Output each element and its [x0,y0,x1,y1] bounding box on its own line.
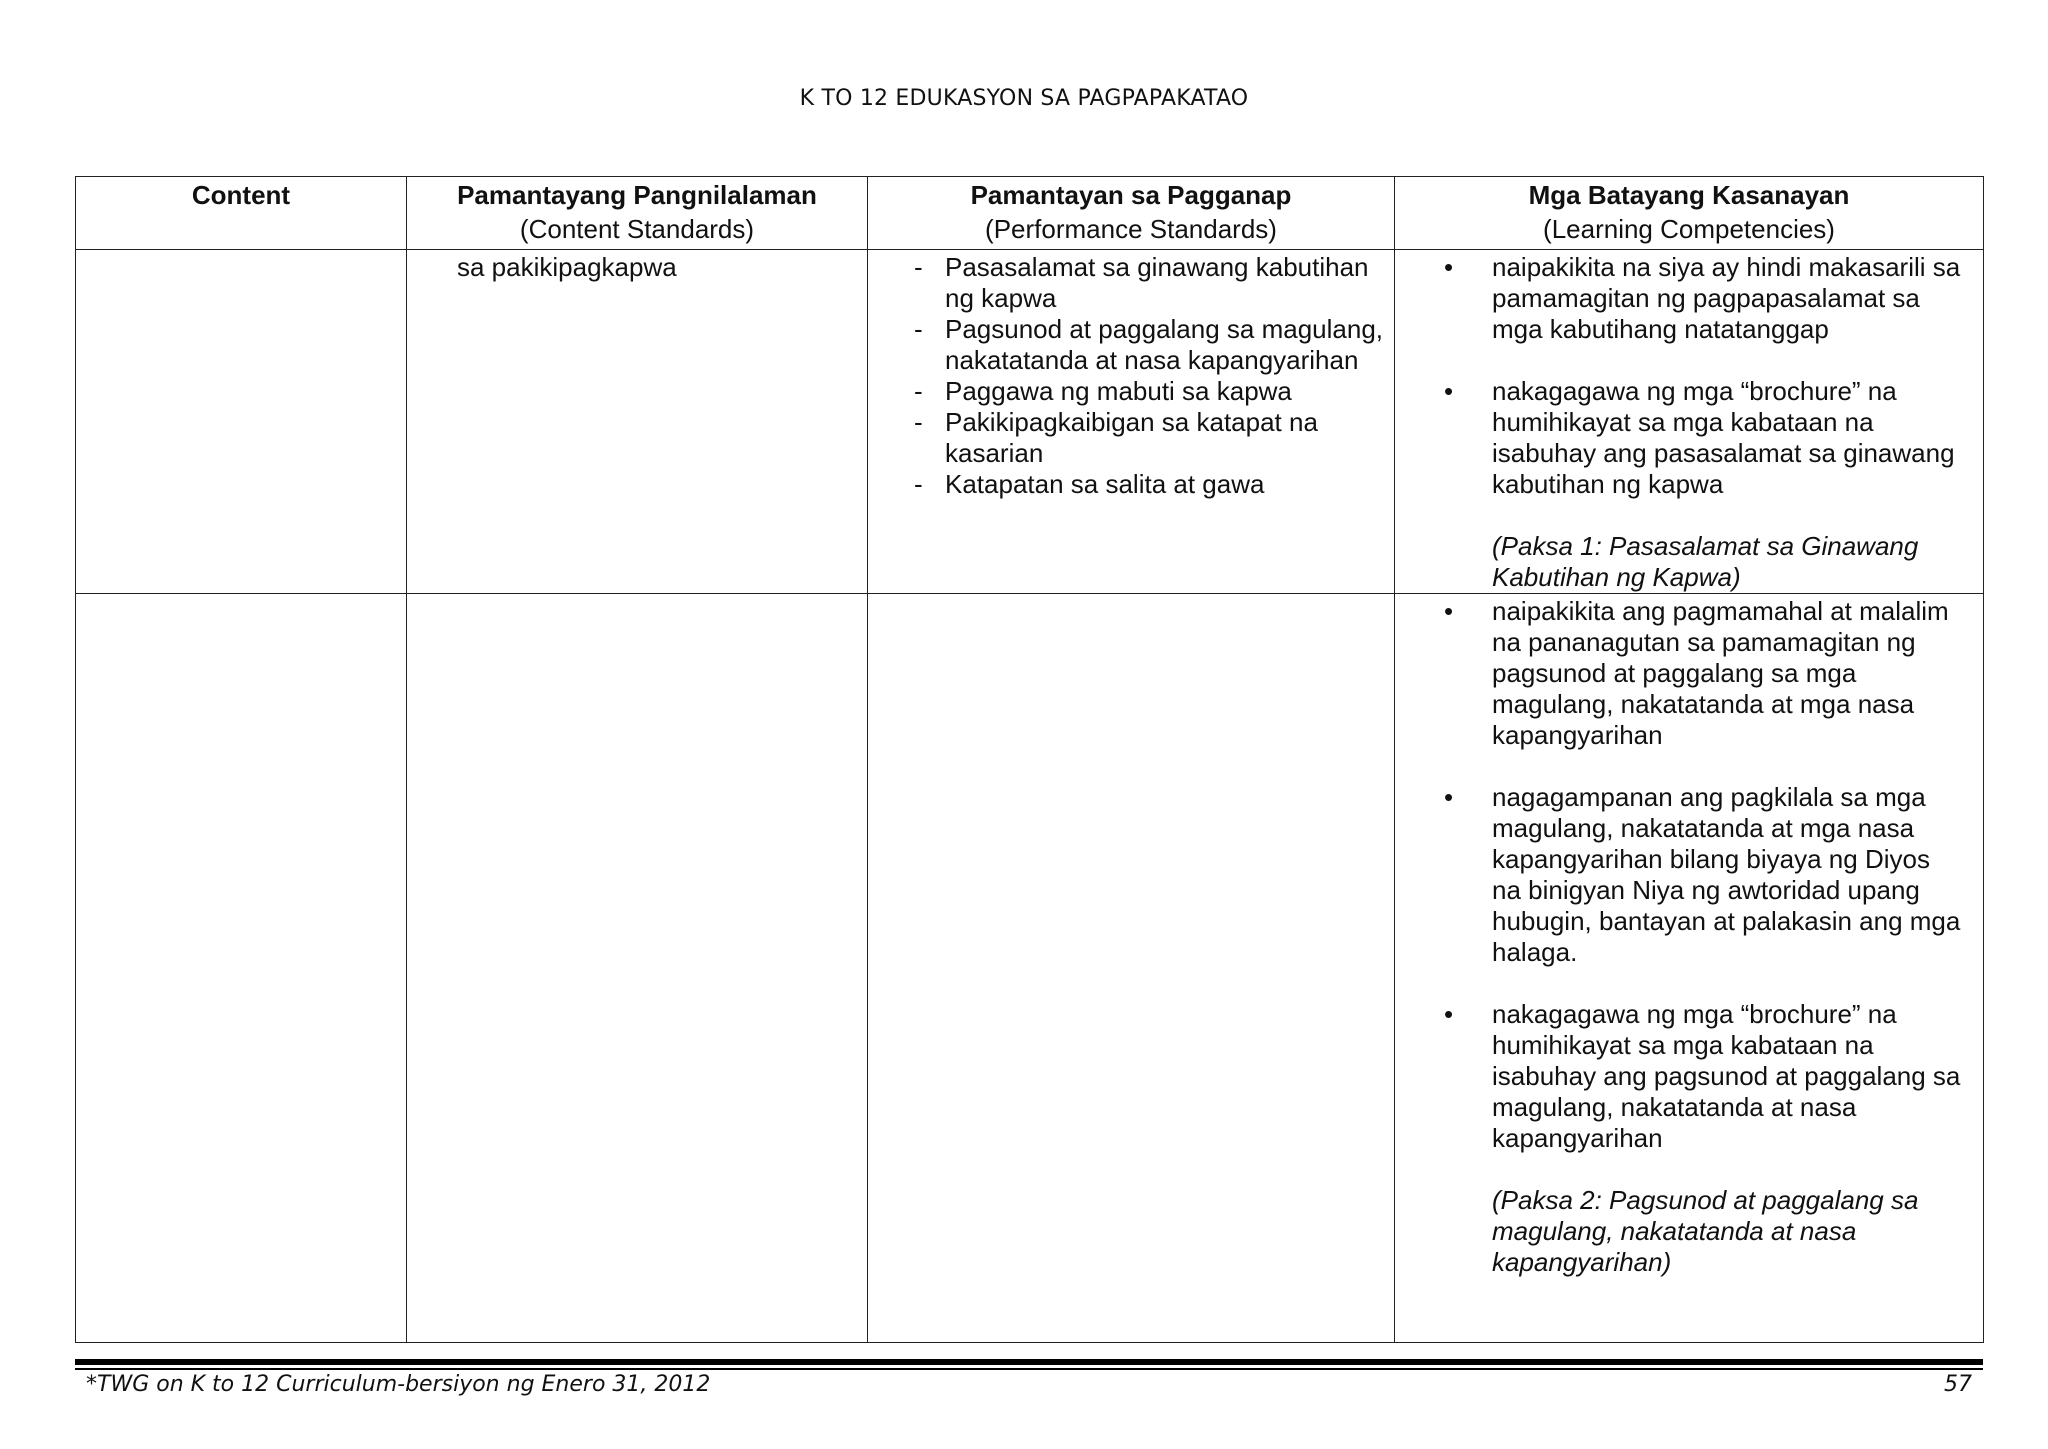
curriculum-table [75,176,1984,1343]
table-row [76,250,1984,594]
footer-rule-thick [75,1359,1983,1365]
list-item: • naipakikita ang pagmamahal at malalim na pananagutan sa pamamagitan ng pagsunod at paggalang sa mga magulang, nakatatanda at mga nasa kapangyarihan [1444,596,1983,751]
content-cell [76,594,407,1343]
competencies-cell [1395,594,1984,1343]
header-content-standards [407,177,868,250]
footer-rule-thin [75,1368,1983,1370]
header-content-label: Content [191,180,291,210]
header-learning-competencies-label: Mga Batayang Kasanayan [1528,180,1850,210]
content-cell [76,250,407,594]
performance-standards-cell [868,250,1395,594]
table-row [76,594,1984,1343]
header-content-standards-sub: (Content Standards) [519,214,755,244]
header-performance-standards-label: Pamantayan sa Pagganap [970,180,1292,210]
page-number: 57 [1944,1372,1972,1397]
list-item: - Katapatan sa salita at gawa [914,469,1394,500]
competencies-cell [1395,250,1984,594]
header-learning-competencies-sub: (Learning Competencies) [1543,214,1835,244]
competencies-list [1395,252,1983,500]
topic-label: (Paksa 2: Pagsunod at paggalang sa magulang, nakatatanda at nasa kapangyarihan) [1492,1185,1919,1277]
list-item: • naipakikita na siya ay hindi makasarili sa pamamagitan ng pagpapasalamat sa mga kabutihang natatanggap [1444,252,1983,345]
header-performance-standards-sub: (Performance Standards) [985,214,1277,244]
list-item: • nakagagawa ng mga “brochure” na humihikayat sa mga kabataan na isabuhay ang pagsunod at paggalang sa magulang, nakatatanda at nasa kapangyarihan [1444,999,1983,1154]
page-title: K TO 12 EDUKASYON SA PAGPAPAKATAO [799,86,1249,111]
competencies-list [1395,596,1983,1154]
list-item: - Paggawa ng mabuti sa kapwa [914,376,1394,407]
header-learning-competencies [1395,177,1984,250]
topic-label: (Paksa 1: Pasasalamat sa Ginawang Kabutihan ng Kapwa) [1492,531,1919,592]
list-item: • nakagagawa ng mga “brochure” na humihikayat sa mga kabataan na isabuhay ang pasasalamat sa ginawang kabutihan ng kapwa [1444,376,1983,500]
content-standards-cell [407,250,868,594]
content-standards-cell [407,594,868,1343]
performance-standards-cell [868,594,1395,1343]
list-item: - Pakikipagkaibigan sa katapat na kasarian [914,407,1394,469]
list-item: - Pasasalamat sa ginawang kabutihan ng kapwa [914,252,1394,314]
list-item: • nagagampanan ang pagkilala sa mga magulang, nakatatanda at mga nasa kapangyarihan bilang biyaya ng Diyos na binigyan Niya ng awtoridad upang hubugin, bantayan at palakasin ang mga halaga. [1444,782,1983,968]
content-standards-text: sa pakikipagkapwa [457,252,677,282]
header-content [76,177,407,250]
performance-standards-list [868,252,1394,500]
footer-note: *TWG on K to 12 Curriculum-bersiyon ng Enero 31, 2012 [86,1372,711,1397]
list-item: - Pagsunod at paggalang sa magulang, nakatatanda at nasa kapangyarihan [914,314,1394,376]
table-header-row [76,177,1984,250]
header-content-standards-label: Pamantayang Pangnilalaman [457,180,817,210]
header-performance-standards [868,177,1395,250]
